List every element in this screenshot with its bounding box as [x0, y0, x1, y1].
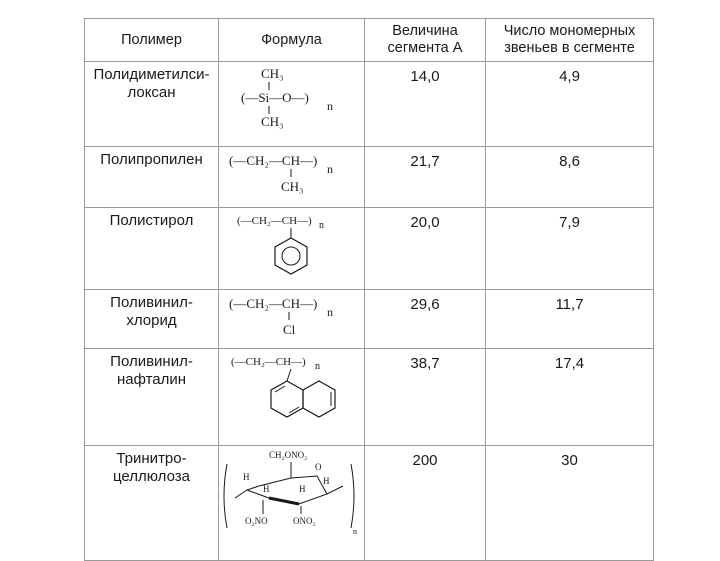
table-row: [85, 290, 654, 349]
header-segment-size: Величина сегмента А: [365, 19, 486, 62]
svg-text:H: H: [243, 472, 250, 482]
monomer-count: 4,9: [486, 62, 654, 147]
svg-text:O₂NO: O₂NO: [245, 516, 268, 526]
svg-text:n: n: [327, 305, 333, 319]
monomer-count: 17,4: [486, 349, 654, 446]
segment-size: 14,0: [365, 62, 486, 147]
monomer-count: 30: [486, 446, 654, 561]
svg-text:n: n: [353, 527, 357, 536]
monomer-count: 8,6: [486, 147, 654, 208]
segment-size: 21,7: [365, 147, 486, 208]
polymer-name: Полидиметилси- локсан: [85, 62, 219, 147]
svg-text:(—CH₂—CH—): (—CH₂—CH—): [229, 296, 318, 311]
table-row: [85, 349, 654, 446]
monomer-count: 11,7: [486, 290, 654, 349]
svg-text:O: O: [315, 462, 322, 472]
header-monomer-count: Число мономерных звеньев в сегменте: [486, 19, 654, 62]
table-row: [85, 446, 654, 561]
svg-text:Cl: Cl: [283, 322, 296, 337]
formula-siloxane: [219, 62, 364, 140]
svg-text:(—CH₂—CH—): (—CH₂—CH—): [231, 356, 306, 368]
formula-polyvinylnaphthalene: [219, 349, 364, 439]
svg-text:n: n: [319, 220, 324, 231]
svg-text:n: n: [315, 361, 320, 372]
formula-polypropylene: [219, 147, 364, 201]
svg-text:n: n: [327, 99, 333, 113]
polymer-name: Тринитро- целлюлоза: [85, 446, 219, 561]
segment-size: 38,7: [365, 349, 486, 446]
header-polymer: Полимер: [85, 19, 219, 62]
formula-cell: [219, 446, 365, 561]
segment-size: 20,0: [365, 208, 486, 290]
svg-text:n: n: [327, 162, 333, 176]
segment-size: 29,6: [365, 290, 486, 349]
formula-cell: [219, 349, 365, 446]
segment-size: 200: [365, 446, 486, 561]
header-formula: Формула: [219, 19, 365, 62]
svg-text:H: H: [323, 476, 330, 486]
svg-text:CH₃: CH₃: [261, 66, 284, 81]
svg-text:(—CH₂—CH—): (—CH₂—CH—): [237, 215, 312, 227]
table-row: [85, 147, 654, 208]
formula-trinitrocellulose: [219, 446, 364, 554]
svg-text:H: H: [299, 484, 306, 494]
svg-text:CH₂ONO₂: CH₂ONO₂: [269, 450, 308, 460]
header-row: [85, 19, 654, 62]
polymer-name: Полипропилен: [85, 147, 219, 208]
formula-cell: [219, 147, 365, 208]
svg-text:(—Si—O—): (—Si—O—): [241, 90, 309, 105]
svg-text:ONO₂: ONO₂: [293, 516, 316, 526]
svg-text:CH₃: CH₃: [281, 179, 304, 194]
svg-text:(—CH₂—CH—): (—CH₂—CH—): [229, 153, 318, 168]
monomer-count: 7,9: [486, 208, 654, 290]
polymer-name: Поливинил- нафталин: [85, 349, 219, 446]
polymer-name: Полистирол: [85, 208, 219, 290]
formula-cell: [219, 208, 365, 290]
formula-polystyrene: [219, 208, 364, 283]
table-row: [85, 208, 654, 290]
polymer-table: [84, 18, 654, 561]
formula-pvc: [219, 290, 364, 342]
polymer-name: Поливинил- хлорид: [85, 290, 219, 349]
formula-cell: [219, 62, 365, 147]
svg-text:H: H: [263, 484, 270, 494]
formula-cell: [219, 290, 365, 349]
table-row: [85, 62, 654, 147]
svg-text:CH₃: CH₃: [261, 114, 284, 129]
